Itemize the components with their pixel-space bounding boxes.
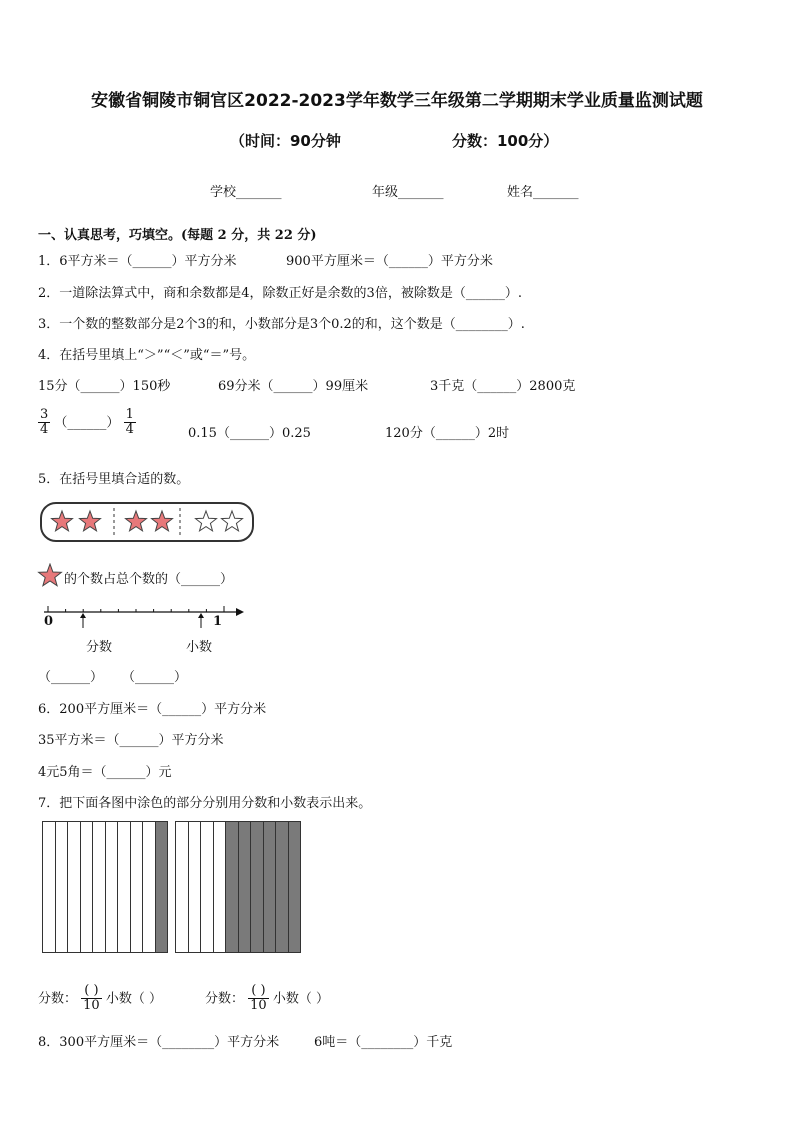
star-group [40, 502, 254, 542]
question-4d [38, 408, 136, 438]
strip [176, 822, 189, 952]
filled-star-icon [80, 511, 101, 531]
strip [189, 822, 202, 952]
star-icon [37, 563, 63, 589]
question-1b: 900平方厘米＝（______）平方分米 [286, 254, 493, 269]
label-decimal: 小数 [186, 640, 213, 655]
star-question: 的个数占总个数的（______） [64, 572, 234, 587]
fraction-blank[interactable]: $\frac{( )}{10}$ [83, 983, 100, 1014]
tick-label-0: 0 [44, 614, 54, 629]
exam-score: 分数：100分） [452, 132, 559, 150]
question-6a: 6．200平方厘米＝（______）平方分米 [38, 702, 267, 717]
empty-star-icon [196, 511, 217, 531]
question-8a: 8．300平方厘米＝（________）平方分米 [38, 1035, 280, 1050]
label-fraction: 分数 [86, 640, 113, 655]
shaded-strip [156, 822, 168, 952]
answer-decimal[interactable]: （______） [122, 670, 188, 685]
question-4b: 69分米（______）99厘米 [218, 379, 369, 394]
strip [106, 822, 119, 952]
question-4: 4．在括号里填上“＞”“＜”或“＝”号。 [38, 348, 256, 363]
grade-field[interactable]: 年级_______ [372, 185, 444, 200]
strip [93, 822, 106, 952]
q7-answer-2 [205, 984, 329, 1014]
name-field[interactable]: 姓名_______ [507, 185, 579, 200]
strip [81, 822, 94, 952]
shaded-strip [251, 822, 264, 952]
fraction-grid-2 [175, 821, 301, 953]
question-3: 3．一个数的整数部分是2个3的和，小数部分是3个0.2的和，这个数是（________）. [38, 317, 525, 332]
blank[interactable]: （______） [54, 415, 120, 431]
strip [56, 822, 69, 952]
answer-fraction[interactable]: （______） [38, 670, 104, 685]
shaded-strip [276, 822, 289, 952]
shaded-strip [239, 822, 252, 952]
filled-star-icon [126, 511, 147, 531]
question-7: 7．把下面各图中涂色的部分分别用分数和小数表示出来。 [38, 796, 372, 811]
label-fraction: 分数： [38, 991, 78, 1007]
question-4c: 3千克（______）2800克 [430, 379, 576, 394]
question-6c: 4元5角＝（______）元 [38, 765, 172, 780]
q7-answer-1 [38, 984, 162, 1014]
empty-star-icon [222, 511, 243, 531]
exam-time: （时间：90分钟 [230, 132, 341, 150]
strip [214, 822, 227, 952]
label-fraction: 分数： [205, 991, 245, 1007]
filled-star-icon [52, 511, 73, 531]
shaded-strip [264, 822, 277, 952]
label-decimal[interactable]: 小数（ ） [105, 991, 162, 1007]
question-4a: 15分（______）150秒 [38, 379, 171, 394]
fraction-three-quarters: $\frac{3}{4}$ [40, 407, 49, 438]
label-decimal[interactable]: 小数（ ） [272, 991, 329, 1007]
strip [131, 822, 144, 952]
strip [201, 822, 214, 952]
shaded-strip [226, 822, 239, 952]
filled-star-icon [152, 511, 173, 531]
question-5: 5．在括号里填合适的数。 [38, 472, 190, 487]
strip [143, 822, 156, 952]
question-1a: 1．6平方米＝（______）平方分米 [38, 254, 237, 269]
question-2: 2．一道除法算式中，商和余数都是4，除数正好是余数的3倍，被除数是（______）. [38, 286, 522, 301]
page-title: 安徽省铜陵市铜官区2022-2023学年数学三年级第二学期期末学业质量监测试题 [91, 91, 703, 111]
question-4f: 120分（______）2时 [385, 426, 510, 441]
strip [68, 822, 81, 952]
strip [118, 822, 131, 952]
question-4e: 0.15（______）0.25 [188, 426, 311, 441]
school-field[interactable]: 学校_______ [210, 185, 282, 200]
fraction-one-quarter: $\frac{1}{4}$ [125, 407, 134, 438]
question-8b: 6吨＝（________）千克 [314, 1035, 453, 1050]
shaded-strip [289, 822, 301, 952]
section-heading: 一、认真思考，巧填空。(每题 2 分，共 22 分) [38, 228, 317, 243]
fraction-grid-1 [42, 821, 168, 953]
fraction-blank[interactable]: $\frac{( )}{10}$ [250, 983, 267, 1014]
tick-label-1: 1 [213, 614, 223, 629]
strip [43, 822, 56, 952]
question-6b: 35平方米＝（______）平方分米 [38, 733, 224, 748]
